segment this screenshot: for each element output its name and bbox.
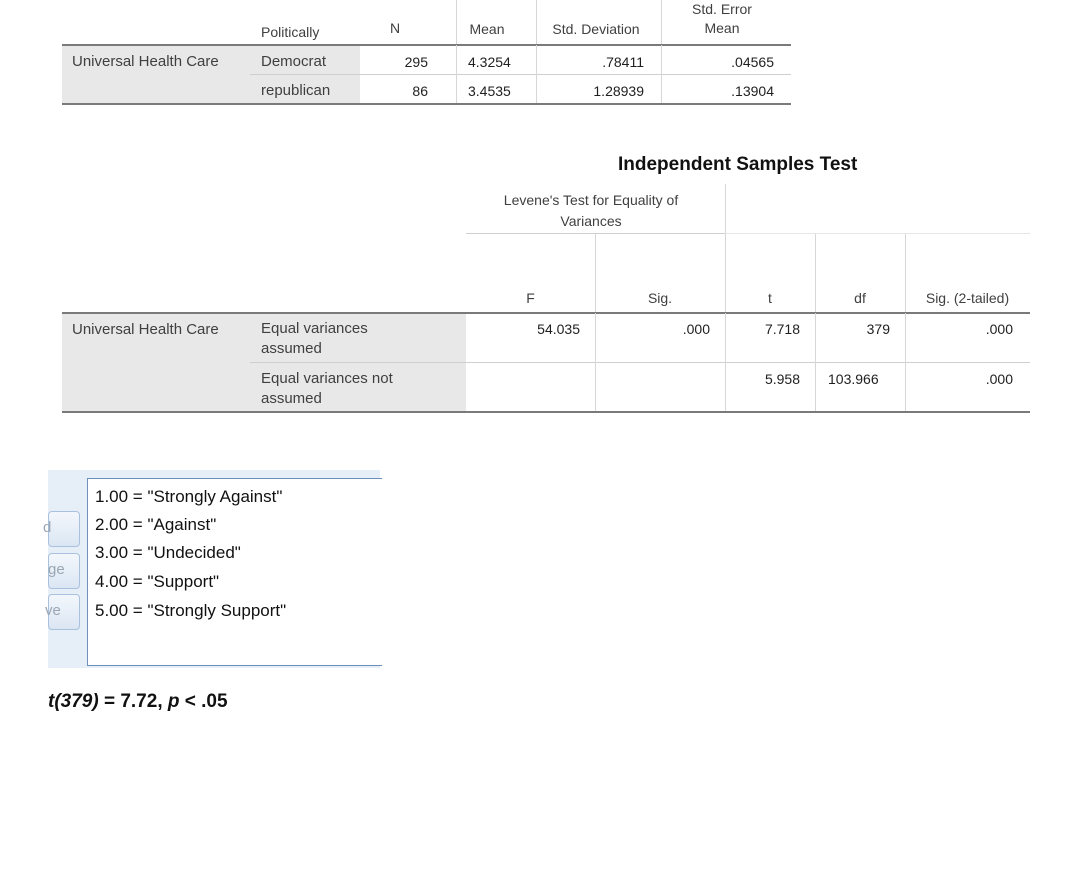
cell-f-assumed: 54.035: [537, 321, 580, 337]
col-header-sig: Sig.: [647, 290, 673, 306]
col-header-f: F: [526, 290, 535, 306]
result-t-part: t(379): [48, 691, 99, 712]
cell-df-assumed: 379: [866, 321, 890, 337]
cell-t-assumed: 7.718: [764, 321, 800, 337]
col-header-n: N: [389, 20, 401, 36]
group-democrat: Democrat: [261, 53, 327, 70]
remove-button[interactable]: ve: [48, 594, 80, 630]
value-label-item[interactable]: 3.00 = "Undecided": [95, 543, 241, 562]
cell-mean-republican: 3.4535: [468, 83, 511, 99]
cell-sd-democrat: .78411: [602, 54, 644, 70]
col-header-std-deviation: Std. Deviation: [552, 21, 640, 37]
cell-sig-assumed: .000: [682, 321, 710, 337]
value-label-item[interactable]: 2.00 = "Against": [95, 515, 217, 534]
cell-n-democrat: 295: [404, 54, 428, 70]
table-title: Independent Samples Test: [618, 154, 858, 175]
result-statement: [48, 691, 228, 713]
change-button[interactable]: ge: [48, 553, 80, 589]
value-label-item[interactable]: 4.00 = "Support": [95, 572, 220, 591]
result-end: < .05: [179, 691, 228, 712]
label-equal-variances-assumed-line1: Equal variances: [261, 320, 368, 337]
col-header-politically: Politically: [261, 24, 320, 40]
cell-df-not-assumed: 103.966: [828, 371, 879, 387]
cell-sem-republican: .13904: [731, 83, 774, 99]
cell-n-republican: 86: [412, 83, 428, 99]
col-header-t: t: [768, 290, 772, 306]
col-header-std-error-line1: Std. Error: [692, 1, 752, 17]
levene-header-line2: Variances: [560, 213, 622, 229]
cell-t-not-assumed: 5.958: [764, 371, 800, 387]
cell-mean-democrat: 4.3254: [468, 54, 511, 70]
result-p-part: p: [167, 691, 180, 712]
value-label-item[interactable]: 5.00 = "Strongly Support": [95, 601, 287, 620]
levene-header-line1: Levene's Test for Equality of: [503, 192, 679, 208]
result-mid: = 7.72,: [98, 691, 168, 712]
cell-sig2-not-assumed: .000: [985, 371, 1013, 387]
row-label-universal-health-care: Universal Health Care: [72, 53, 219, 70]
col-header-mean: Mean: [469, 21, 505, 37]
cell-sem-democrat: .04565: [731, 54, 774, 70]
col-header-sig-2-tailed: Sig. (2-tailed): [925, 290, 1010, 306]
row-label-universal-health-care: Universal Health Care: [72, 321, 219, 338]
label-equal-variances-assumed-line2: assumed: [261, 340, 322, 357]
label-equal-variances-not-assumed-line2: assumed: [261, 390, 322, 407]
label-equal-variances-not-assumed-line1: Equal variances not: [261, 370, 393, 387]
add-button[interactable]: d: [48, 511, 80, 547]
col-header-df: df: [854, 290, 866, 306]
value-label-item[interactable]: 1.00 = "Strongly Against": [95, 487, 283, 506]
cell-sig2-assumed: .000: [985, 321, 1013, 337]
col-header-std-error-line2: Mean: [704, 20, 740, 36]
cell-sd-republican: 1.28939: [593, 83, 644, 99]
group-republican: republican: [261, 82, 331, 99]
